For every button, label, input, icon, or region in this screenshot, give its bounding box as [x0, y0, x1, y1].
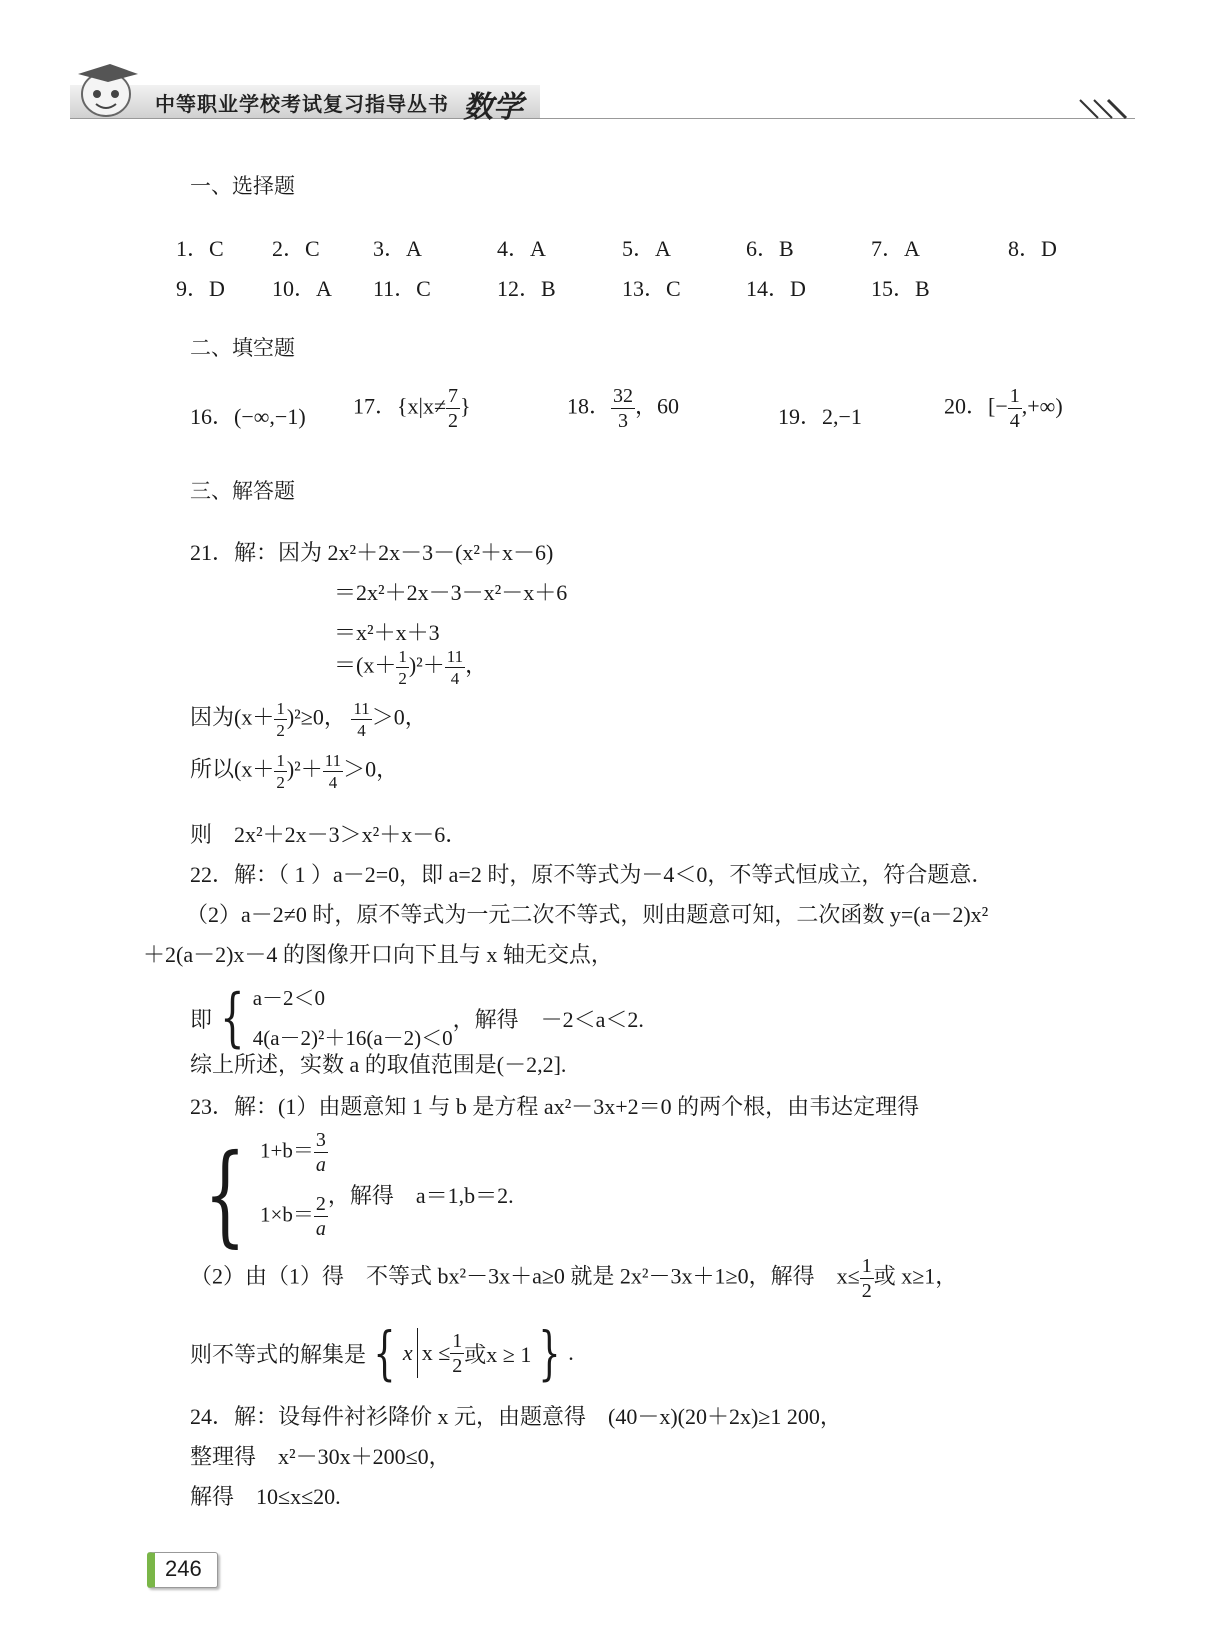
math-text: )²≥0，: [286, 704, 346, 730]
numerator: 1: [398, 647, 407, 666]
answer-text: }: [460, 393, 471, 419]
numerator: 32: [613, 385, 634, 407]
series-title: 中等职业学校考试复习指导丛书: [155, 92, 449, 116]
q24-line: 整理得 x²－30x＋200≤0，: [190, 1444, 451, 1469]
choice-answer: 14．D: [746, 276, 806, 301]
numerator: 1: [452, 1329, 463, 1352]
numerator: 1: [276, 699, 285, 718]
denominator: 2: [448, 410, 459, 432]
choice-answer: 11．C: [373, 276, 431, 301]
fraction: [274, 752, 287, 791]
fraction: [446, 386, 460, 431]
answer-text: 18．: [567, 393, 612, 419]
choice-answer: 6．B: [746, 236, 794, 261]
section-heading-fill: 二、填空题: [190, 336, 295, 360]
choice-answer: 3．A: [373, 236, 422, 261]
q21-line: [190, 752, 398, 791]
fraction: [314, 1130, 328, 1175]
subject-title: 数学: [463, 90, 523, 125]
page-number: 246: [165, 1556, 202, 1581]
q21-line: 21．解：因为 2x²＋2x－3－(x²＋x－6): [190, 540, 554, 565]
math-text: ＞0，: [371, 704, 427, 730]
q23-line: 23．解：(1）由题意知 1 与 b 是方程 ax²－3x+2＝0 的两个根，由韦达定理得: [190, 1094, 920, 1119]
choice-answer: 10．A: [272, 276, 332, 301]
q21-line: 则 2x²＋2x－3＞x²＋x－6．: [190, 822, 468, 847]
equation-system: [260, 1130, 328, 1258]
denominator: 2: [861, 1280, 872, 1302]
fraction: [611, 386, 635, 431]
choice-answer: 7．A: [871, 236, 920, 261]
fraction: [1008, 386, 1022, 431]
denominator: a: [315, 1154, 326, 1176]
numerator: 11: [446, 647, 464, 666]
fill-answer-18: [567, 386, 679, 431]
system-row: [260, 1194, 328, 1258]
numerator: 11: [324, 751, 342, 770]
left-brace-icon: {: [373, 1319, 396, 1387]
math-text: 或x ≥ 1: [464, 1341, 532, 1367]
math-text: ＞0，: [343, 756, 399, 782]
fraction: [445, 648, 465, 687]
inequality-system: [253, 978, 453, 1058]
left-brace-icon: {: [220, 981, 245, 1055]
numerator: 7: [448, 385, 459, 407]
fraction: [396, 648, 409, 687]
denominator: 4: [328, 773, 338, 792]
denominator: 2: [452, 1354, 463, 1377]
numerator: 1: [1009, 385, 1020, 407]
denominator: a: [315, 1218, 326, 1240]
section-heading-solve: 三、解答题: [190, 479, 295, 503]
answer-text: 17．{x|x≠: [353, 393, 447, 419]
right-brace-icon: }: [538, 1319, 561, 1387]
denominator: 4: [450, 669, 460, 688]
system-row: 4(a－2)²＋16(a－2)＜0: [252, 1026, 453, 1050]
q22-line: 综上所述，实数 a 的取值范围是(－2,2].: [190, 1052, 567, 1077]
denominator: 2: [276, 721, 285, 740]
set-divider: [417, 1328, 418, 1378]
fraction: [314, 1194, 328, 1239]
denominator: 4: [357, 721, 366, 740]
math-text: 或 x≥1，: [873, 1263, 958, 1289]
system-row: [260, 1130, 328, 1194]
mascot-logo-icon: [66, 58, 146, 120]
answer-text: ,+∞): [1021, 393, 1063, 419]
choice-answer: 8．D: [1008, 236, 1057, 261]
numerator: 1: [276, 751, 285, 770]
q22-line: 22．解：（ 1 ）a－2=0，即 a=2 时，原不等式为－4＜0，不等式恒成立，符合题意．: [190, 862, 994, 887]
choice-answer: 13．C: [622, 276, 681, 301]
math-text: 1+b＝: [260, 1138, 314, 1163]
q21-line: [334, 648, 487, 687]
numerator: 1: [861, 1255, 872, 1277]
math-text: x ≤: [421, 1340, 451, 1365]
choice-answer: 1．C: [176, 236, 224, 261]
section-heading-choice: 一、选择题: [190, 174, 295, 198]
numerator: 2: [315, 1193, 326, 1215]
q21-line: ＝x²＋x＋3: [334, 620, 440, 645]
fraction: [450, 1331, 464, 1376]
header-slash-decoration-icon: [1078, 96, 1138, 120]
fraction: [351, 700, 371, 739]
math-text: 因为(x＋: [190, 704, 275, 730]
math-text: ，: [465, 652, 488, 678]
fraction: [274, 700, 287, 739]
math-text: ，解得 －2＜a＜2.: [452, 1006, 644, 1032]
math-text: ＝(x＋: [334, 652, 397, 678]
fill-answer-17: [353, 386, 471, 431]
q24-line: 24．解：设每件衬衫降价 x 元，由题意得 (40－x)(20＋2x)≥1 200，: [190, 1404, 842, 1429]
math-text: ，解得 a＝1,b＝2.: [327, 1182, 514, 1208]
choice-answer: 4．A: [497, 236, 546, 261]
math-text: .: [568, 1340, 574, 1365]
q24-line: 解得 10≤x≤20.: [190, 1484, 341, 1509]
fill-answer-20: [944, 386, 1063, 431]
q23-system-line: [190, 1130, 514, 1258]
header-rule: [70, 118, 1135, 119]
math-text: 所以(x＋: [190, 756, 275, 782]
q22-line: ＋2(a－2)x－4 的图像开口向下且与 x 轴无交点，: [143, 942, 613, 967]
fraction: [323, 752, 343, 791]
fill-answer-19: 19．2,−1: [778, 404, 862, 429]
numerator: 3: [315, 1129, 326, 1151]
numerator: 11: [353, 699, 370, 718]
denominator: 4: [1009, 410, 1020, 432]
math-text: 1×b＝: [260, 1202, 314, 1227]
denominator: 2: [398, 669, 407, 688]
q22-system-line: [190, 978, 644, 1058]
q23-line: [190, 1256, 957, 1301]
math-text: )²＋: [408, 652, 445, 678]
math-text: 即: [190, 1006, 213, 1032]
q21-line: [190, 700, 427, 739]
system-row: a－2＜0: [252, 986, 326, 1010]
q23-solution-set-line: [190, 1319, 574, 1387]
math-text: x: [402, 1340, 413, 1365]
math-text: )²＋: [286, 756, 323, 782]
left-brace-icon: {: [204, 1130, 246, 1258]
choice-answer: 2．C: [272, 236, 320, 261]
choice-answer: 15．B: [871, 276, 930, 301]
fill-answer-16: 16．(−∞,−1): [190, 404, 306, 429]
answer-text: ，60: [635, 393, 680, 419]
math-text: （2）由（1）得 不等式 bx²－3x＋a≥0 就是 2x²－3x＋1≥0，解得 x≤: [190, 1263, 860, 1289]
denominator: 3: [618, 410, 629, 432]
answer-text: 20．[−: [944, 393, 1008, 419]
fraction: [860, 1256, 874, 1301]
denominator: 2: [276, 773, 285, 792]
q22-line: （2）a－2≠0 时，原不等式为一元二次不等式，则由题意可知，二次函数 y=(a－2)x²: [186, 902, 989, 927]
choice-answer: 5．A: [622, 236, 671, 261]
q21-line: ＝2x²＋2x－3－x²－x＋6: [334, 580, 568, 605]
choice-answer: 9．D: [176, 276, 225, 301]
math-text: 则不等式的解集是: [190, 1341, 367, 1367]
choice-answer: 12．B: [497, 276, 556, 301]
